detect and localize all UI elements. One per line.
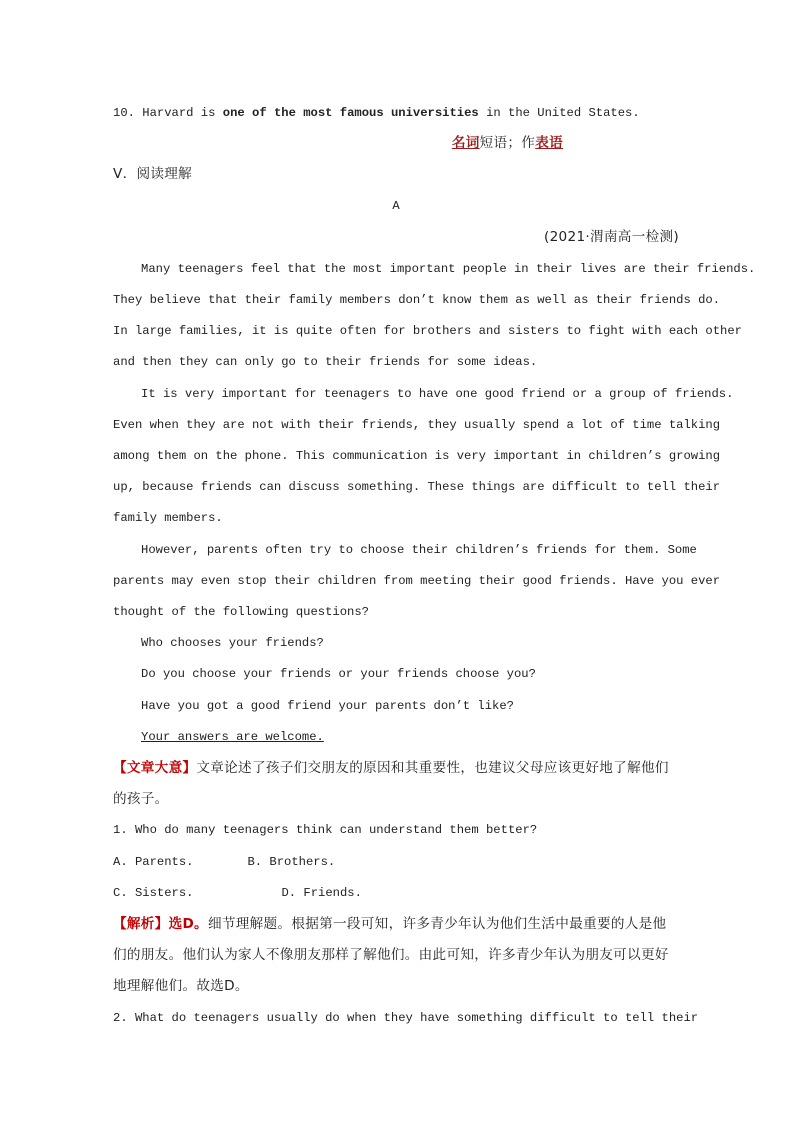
passage-line: It is very important for teenagers to have one good friend or a group of friends. (141, 387, 734, 401)
analysis-tag: 【解析】 (113, 916, 169, 932)
option-c: C. Sisters. (113, 886, 194, 900)
question-1-options-row1 (113, 853, 679, 871)
passage-line: thought of the following questions? (113, 605, 369, 619)
grammar-note-noun: 名词 (451, 135, 480, 151)
option-d: D. Friends. (281, 886, 362, 900)
question-1: 1. Who do many teenagers think can understand them better? (113, 823, 538, 837)
passage-question-line: Who chooses your friends? (141, 636, 324, 650)
grammar-note (113, 134, 563, 152)
summary (113, 759, 679, 777)
passage-closing-line (141, 728, 337, 746)
passage-label: A (392, 199, 400, 213)
option-b: B. Brothers. (247, 855, 336, 869)
passage-question-line: Do you choose your friends or your friends choose you? (141, 667, 536, 681)
analysis-text-line3: 地理解他们。故选D。 (113, 978, 249, 994)
passage-closing-text: Your answers are welcome. (141, 730, 324, 744)
section-heading: Ⅴ．阅读理解 (113, 166, 193, 182)
passage-line: parents may even stop their children from meeting their good friends. Have you ever (113, 574, 721, 588)
passage-source: (2021·渭南高一检测) (544, 229, 679, 245)
grammar-note-predicative: 表语 (535, 135, 563, 151)
summary-text-line1: 文章论述了孩子们交朋友的原因和其重要性，也建议父母应该更好地了解他们 (196, 760, 669, 776)
question-1-options-row2 (113, 884, 679, 902)
passage-line: They believe that their family members don’t know them as well as their friends do. (113, 293, 721, 307)
option-a: A. Parents. (113, 855, 194, 869)
passage-line: and then they can only go to their friends for some ideas. (113, 355, 538, 369)
question-10 (113, 104, 679, 122)
highlighted-phrase: one of the most famous universities (222, 106, 479, 120)
question-2: 2. What do teenagers usually do when they have something difficult to tell their (113, 1011, 699, 1025)
question-text-post: in the United States. (486, 106, 640, 120)
summary-text-line2: 的孩子。 (113, 791, 169, 807)
analysis-answer: 选D。 (168, 916, 208, 932)
grammar-note-mid: 短语；作 (479, 135, 536, 151)
passage-line: family members. (113, 511, 223, 525)
question-number: 10. (113, 106, 135, 120)
passage-line: up, because friends can discuss something. These things are difficult to tell their (113, 480, 721, 494)
summary-tag: 【文章大意】 (113, 760, 197, 776)
passage-line: Many teenagers feel that the most important people in their lives are their friends. (141, 262, 756, 276)
passage-line: In large families, it is quite often for brothers and sisters to fight with each other (113, 324, 742, 338)
question-text-pre: Harvard is (142, 106, 216, 120)
analysis (113, 915, 679, 933)
analysis-text-line2: 们的朋友。他们认为家人不像朋友那样了解他们。由此可知，许多青少年认为朋友可以更好 (113, 947, 669, 963)
passage-line: However, parents often try to choose their children’s friends for them. Some (141, 543, 697, 557)
passage-question-line: Have you got a good friend your parents don’t like? (141, 699, 514, 713)
passage-line: among them on the phone. This communication is very important in children’s growing (113, 449, 721, 463)
analysis-text-line1: 细节理解题。根据第一段可知，许多青少年认为他们生活中最重要的人是他 (207, 916, 667, 932)
passage-line: Even when they are not with their friends, they usually spend a lot of time talking (113, 418, 721, 432)
